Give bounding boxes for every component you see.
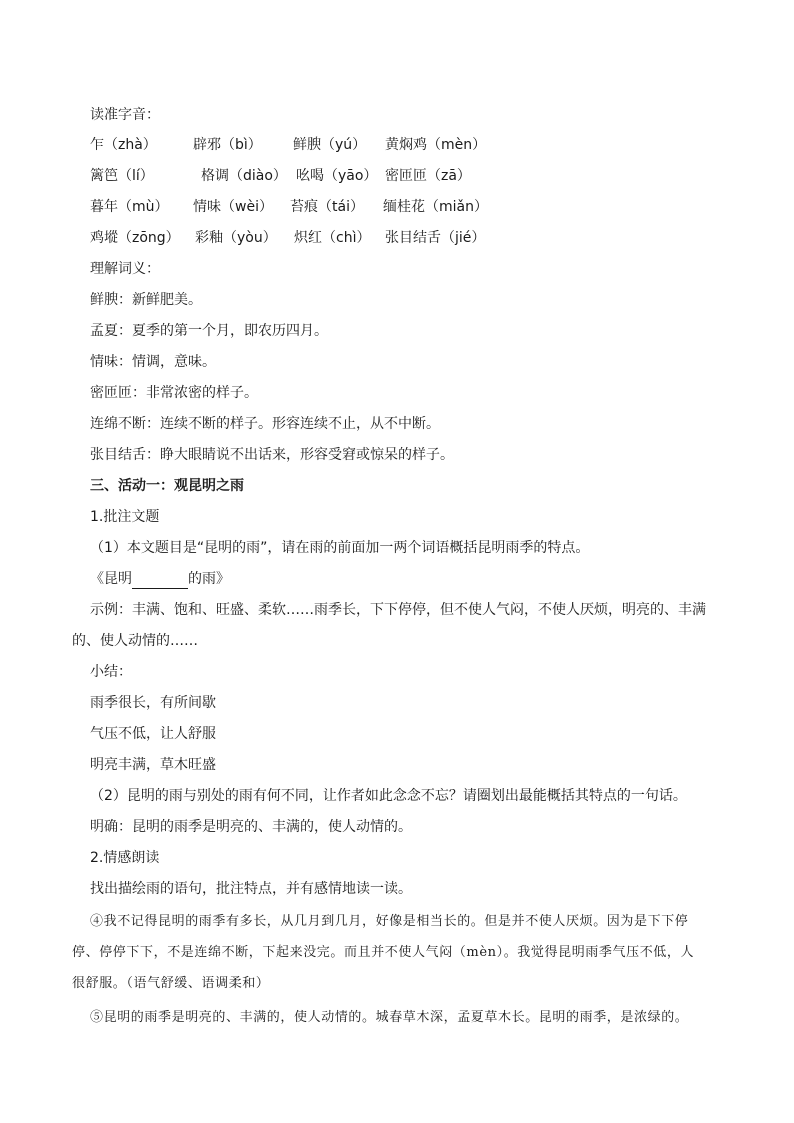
pinyin-item: 情味（wèi） (193, 199, 273, 215)
pinyin-item: 暮年（mù） (90, 199, 169, 215)
example-line: 的、使人动情的…… (72, 633, 198, 649)
pinyin-item: 黄焖鸡（mèn） (385, 137, 487, 153)
definition-item: 鲜腴：新鲜肥美。 (90, 292, 202, 308)
definition-item: 密匝匝：非常浓密的样子。 (90, 385, 258, 401)
pinyin-item: 鲜腴（yú） (293, 137, 367, 153)
pinyin-item: 苔痕（tái） (290, 199, 364, 215)
instruction-line: 找出描绘雨的语句，批注特点，并有感情地读一读。 (90, 881, 412, 897)
example-line: 示例：丰满、饱和、旺盛、柔软……雨季长，下下停停，但不使人气闷，不使人厌烦，明亮的、丰满 (90, 602, 706, 618)
definition-item: 张目结舌：睁大眼睛说不出话来，形容受窘或惊呆的样子。 (90, 447, 454, 463)
fill-blank-line (90, 569, 230, 589)
pronunciation-heading: 读准字音： (90, 107, 160, 123)
summary-item: 气压不低，让人舒服 (90, 726, 216, 742)
summary-heading: 小结： (90, 664, 132, 680)
pinyin-item: 辟邪（bì） (193, 137, 262, 153)
quote-paragraph-4: 停、停停下下，不是连绵不断，下起来没完。而且并不使人气闷（mèn）。我觉得昆明雨季气压不低，人 (72, 945, 695, 960)
answer-blank (132, 574, 188, 589)
pinyin-item: 缅桂花（miǎn） (383, 199, 488, 215)
pinyin-item: 鸡㙡（zōng） (90, 230, 180, 246)
pinyin-item: 吆喝（yāo） (296, 168, 378, 184)
definition-item: 孟夏：夏季的第一个月，即农历四月。 (90, 323, 328, 339)
pinyin-item: 炽红（chì） (294, 230, 371, 246)
subsection-title: 2.情感朗读 (90, 850, 160, 866)
quote-paragraph-4: 很舒服。（语气舒缓、语调柔和） (72, 976, 270, 991)
summary-item: 雨季很长，有所间歇 (90, 695, 216, 711)
pinyin-item: 密匝匝（zā） (385, 168, 471, 184)
pinyin-item: 彩釉（yòu） (195, 230, 277, 246)
definition-item: 情味：情调，意味。 (90, 354, 216, 370)
summary-item: 明亮丰满，草木旺盛 (90, 757, 216, 773)
pinyin-item: 张目结舌（jié） (385, 230, 486, 246)
question-1: （1）本文题目是“昆明的雨”，请在雨的前面加一两个词语概括昆明雨季的特点。 (90, 540, 590, 556)
definition-item: 连绵不断：连续不断的样子。形容连续不止，从不中断。 (90, 416, 440, 432)
section-title: 三、活动一：观昆明之雨 (90, 478, 244, 494)
pinyin-item: 乍（zhà） (90, 137, 157, 153)
question-2: （2）昆明的雨与别处的雨有何不同，让作者如此念念不忘？请圈划出最能概括其特点的一句话。 (90, 788, 687, 804)
blank-suffix: 的雨》 (188, 571, 230, 587)
quote-paragraph-5: ⑤昆明的雨季是明亮的、丰满的，使人动情的。城春草木深，孟夏草木长。昆明的雨季，是浓绿的。 (90, 1010, 689, 1025)
meaning-heading: 理解词义： (90, 261, 160, 277)
pinyin-item: 篱笆（lí） (90, 168, 154, 184)
subsection-title: 1.批注文题 (90, 509, 160, 525)
quote-paragraph-4: ④我不记得昆明的雨季有多长，从几月到几月，好像是相当长的。但是并不使人厌烦。因为是下下停 (90, 914, 689, 929)
answer-line: 明确：昆明的雨季是明亮的、丰满的，使人动情的。 (90, 819, 412, 835)
pinyin-item: 格调（diào） (201, 168, 287, 184)
blank-prefix: 《昆明 (90, 571, 132, 587)
